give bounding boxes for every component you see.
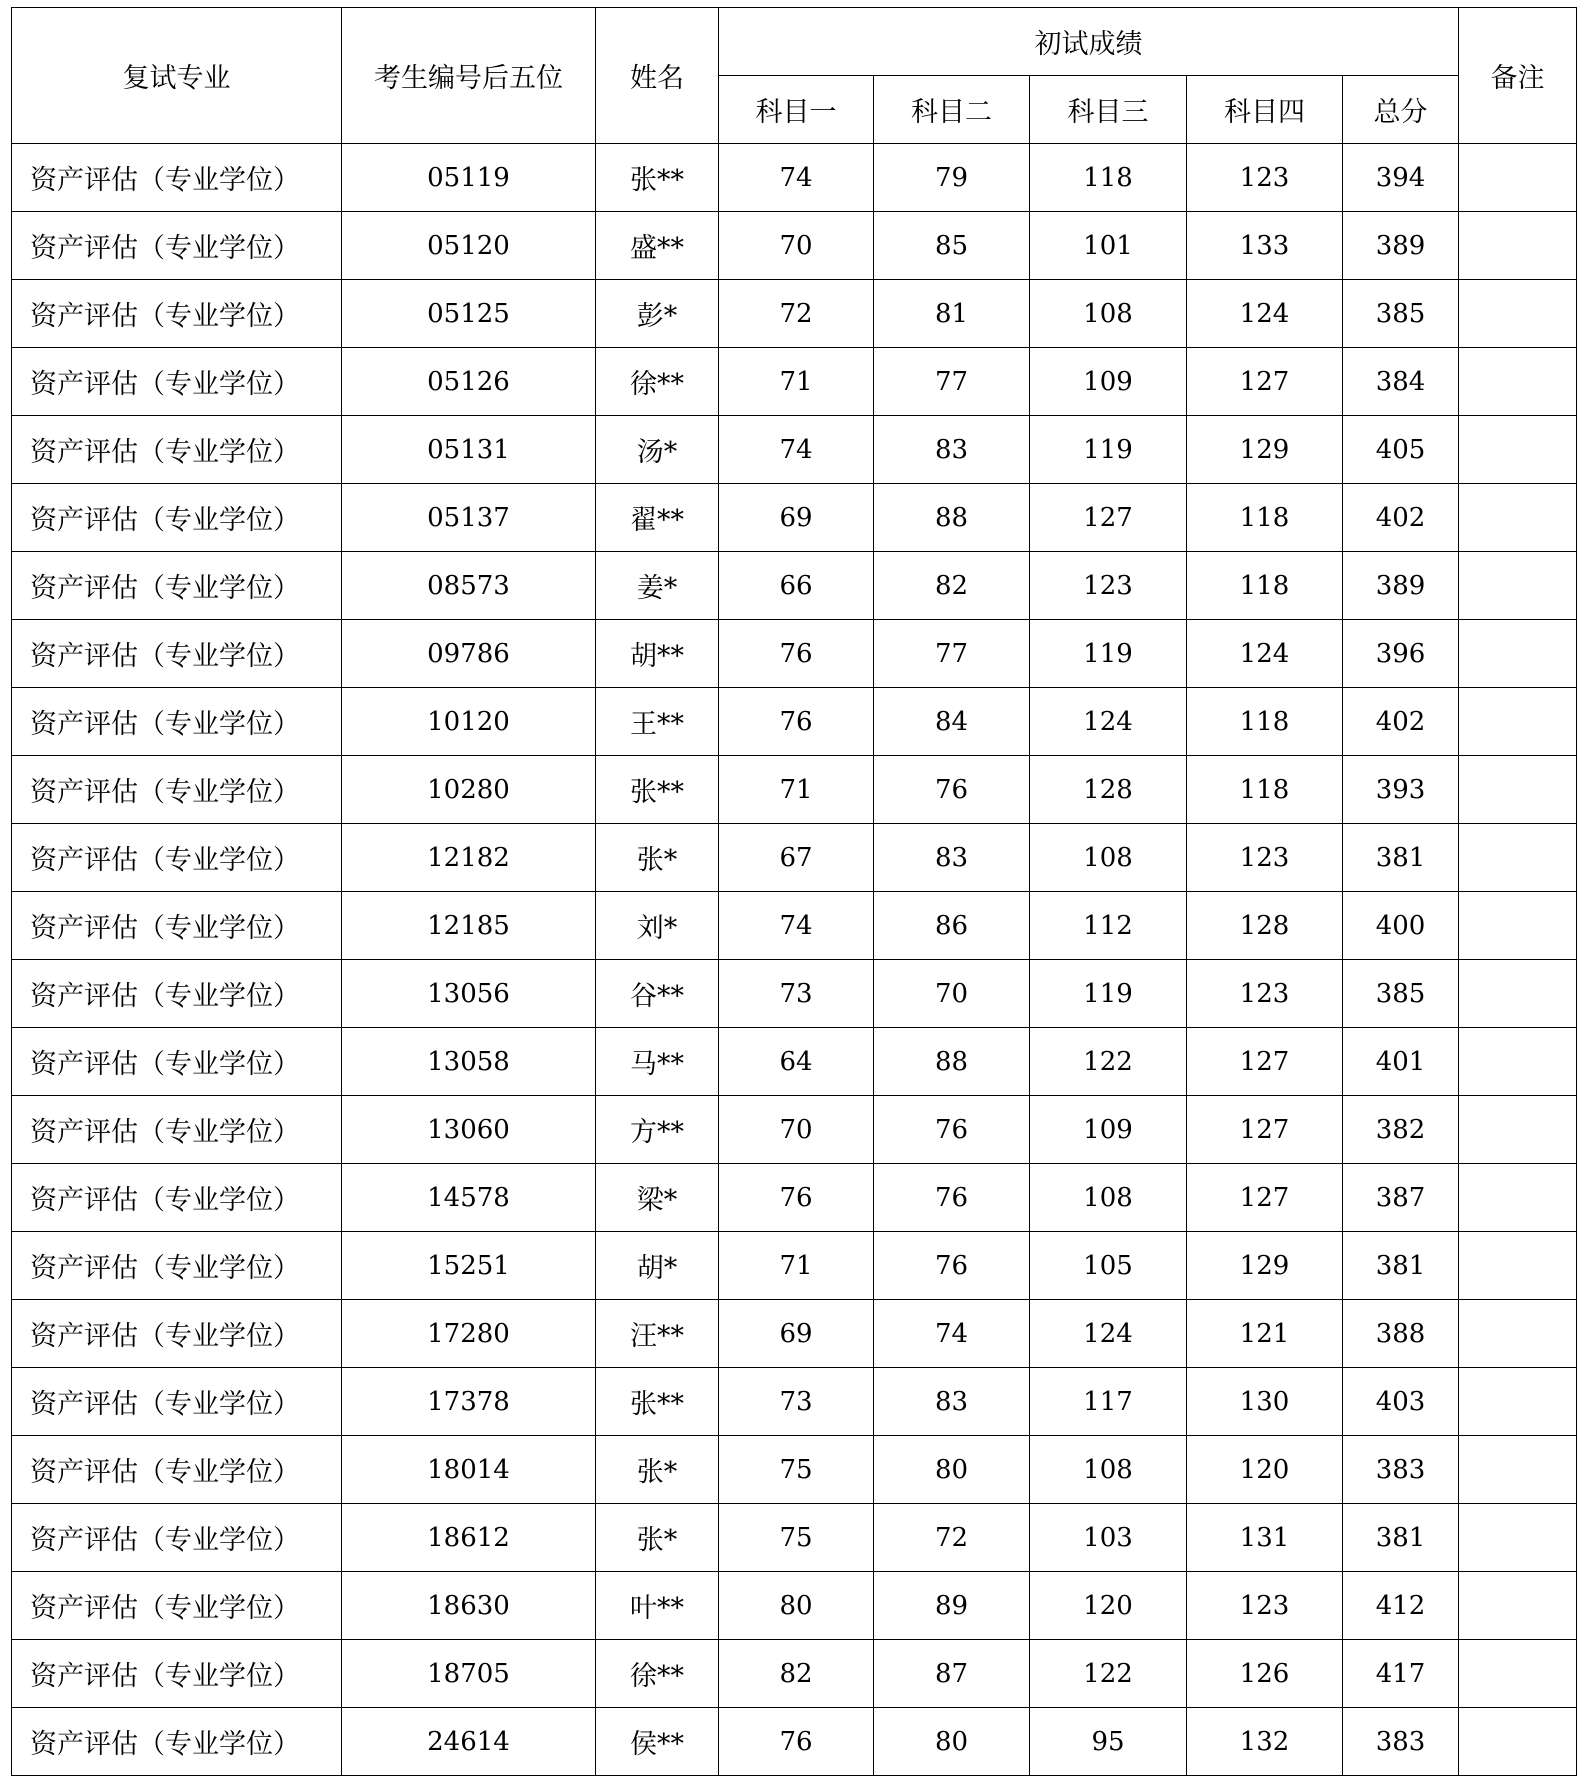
- cell-subject-3: 123: [1030, 552, 1187, 620]
- cell-subject-1: 82: [719, 1640, 874, 1708]
- cell-total: 388: [1343, 1300, 1459, 1368]
- table-row: [12, 1572, 1577, 1640]
- table-row: [12, 212, 1577, 280]
- header-name: 姓名: [596, 8, 719, 144]
- cell-subject-1: 74: [719, 144, 874, 212]
- cell-note: [1459, 1572, 1577, 1640]
- cell-name: 汪**: [596, 1300, 719, 1368]
- cell-subject-1: 75: [719, 1504, 874, 1572]
- cell-major: 资产评估（专业学位）: [12, 280, 342, 348]
- cell-subject-3: 105: [1030, 1232, 1187, 1300]
- cell-candidate-id: 13056: [342, 960, 596, 1028]
- table-body: [12, 144, 1577, 1776]
- cell-name: 翟**: [596, 484, 719, 552]
- cell-subject-3: 108: [1030, 1164, 1187, 1232]
- table-row: [12, 1232, 1577, 1300]
- cell-subject-2: 76: [874, 1096, 1030, 1164]
- table-row: [12, 1368, 1577, 1436]
- cell-major: 资产评估（专业学位）: [12, 484, 342, 552]
- cell-candidate-id: 08573: [342, 552, 596, 620]
- header-subject-4: 科目四: [1187, 76, 1343, 144]
- cell-subject-2: 83: [874, 1368, 1030, 1436]
- cell-major: 资产评估（专业学位）: [12, 1708, 342, 1776]
- cell-subject-1: 64: [719, 1028, 874, 1096]
- cell-note: [1459, 348, 1577, 416]
- cell-candidate-id: 09786: [342, 620, 596, 688]
- table-row: [12, 144, 1577, 212]
- cell-name: 胡*: [596, 1232, 719, 1300]
- cell-note: [1459, 1640, 1577, 1708]
- cell-subject-4: 120: [1187, 1436, 1343, 1504]
- cell-candidate-id: 10120: [342, 688, 596, 756]
- cell-note: [1459, 484, 1577, 552]
- cell-name: 张*: [596, 1504, 719, 1572]
- cell-subject-1: 76: [719, 1164, 874, 1232]
- cell-name: 彭*: [596, 280, 719, 348]
- cell-subject-1: 71: [719, 348, 874, 416]
- table-row: [12, 960, 1577, 1028]
- cell-candidate-id: 14578: [342, 1164, 596, 1232]
- cell-candidate-id: 17280: [342, 1300, 596, 1368]
- cell-subject-3: 124: [1030, 1300, 1187, 1368]
- cell-subject-1: 76: [719, 688, 874, 756]
- cell-major: 资产评估（专业学位）: [12, 1300, 342, 1368]
- cell-name: 张**: [596, 756, 719, 824]
- cell-subject-2: 82: [874, 552, 1030, 620]
- cell-name: 徐**: [596, 1640, 719, 1708]
- cell-major: 资产评估（专业学位）: [12, 1368, 342, 1436]
- cell-subject-3: 112: [1030, 892, 1187, 960]
- cell-total: 381: [1343, 1232, 1459, 1300]
- cell-subject-1: 67: [719, 824, 874, 892]
- cell-candidate-id: 18630: [342, 1572, 596, 1640]
- cell-note: [1459, 620, 1577, 688]
- cell-subject-3: 109: [1030, 348, 1187, 416]
- table-row: [12, 1300, 1577, 1368]
- cell-subject-4: 126: [1187, 1640, 1343, 1708]
- cell-subject-4: 127: [1187, 1096, 1343, 1164]
- cell-subject-1: 76: [719, 1708, 874, 1776]
- cell-subject-4: 127: [1187, 348, 1343, 416]
- cell-note: [1459, 1436, 1577, 1504]
- cell-total: 387: [1343, 1164, 1459, 1232]
- cell-subject-1: 70: [719, 1096, 874, 1164]
- cell-subject-1: 71: [719, 1232, 874, 1300]
- cell-subject-4: 123: [1187, 144, 1343, 212]
- cell-note: [1459, 552, 1577, 620]
- cell-major: 资产评估（专业学位）: [12, 416, 342, 484]
- cell-candidate-id: 05119: [342, 144, 596, 212]
- cell-subject-3: 128: [1030, 756, 1187, 824]
- cell-note: [1459, 144, 1577, 212]
- cell-subject-4: 130: [1187, 1368, 1343, 1436]
- cell-subject-4: 127: [1187, 1164, 1343, 1232]
- cell-subject-4: 118: [1187, 756, 1343, 824]
- cell-subject-4: 118: [1187, 552, 1343, 620]
- header-row-top: [12, 8, 1577, 76]
- cell-name: 侯**: [596, 1708, 719, 1776]
- cell-subject-4: 128: [1187, 892, 1343, 960]
- cell-subject-3: 117: [1030, 1368, 1187, 1436]
- cell-subject-3: 109: [1030, 1096, 1187, 1164]
- cell-note: [1459, 1504, 1577, 1572]
- cell-subject-2: 87: [874, 1640, 1030, 1708]
- cell-subject-1: 69: [719, 1300, 874, 1368]
- table-row: [12, 1164, 1577, 1232]
- cell-subject-2: 76: [874, 1164, 1030, 1232]
- cell-subject-3: 120: [1030, 1572, 1187, 1640]
- cell-subject-1: 72: [719, 280, 874, 348]
- cell-total: 383: [1343, 1436, 1459, 1504]
- cell-subject-1: 71: [719, 756, 874, 824]
- cell-major: 资产评估（专业学位）: [12, 756, 342, 824]
- cell-major: 资产评估（专业学位）: [12, 688, 342, 756]
- cell-major: 资产评估（专业学位）: [12, 1436, 342, 1504]
- cell-subject-2: 72: [874, 1504, 1030, 1572]
- cell-candidate-id: 05120: [342, 212, 596, 280]
- cell-candidate-id: 17378: [342, 1368, 596, 1436]
- cell-name: 张*: [596, 824, 719, 892]
- cell-subject-3: 119: [1030, 620, 1187, 688]
- cell-subject-2: 79: [874, 144, 1030, 212]
- cell-subject-2: 77: [874, 620, 1030, 688]
- cell-candidate-id: 12182: [342, 824, 596, 892]
- cell-note: [1459, 1232, 1577, 1300]
- cell-subject-1: 74: [719, 892, 874, 960]
- cell-subject-1: 70: [719, 212, 874, 280]
- table-row: [12, 824, 1577, 892]
- cell-total: 381: [1343, 1504, 1459, 1572]
- cell-name: 张**: [596, 1368, 719, 1436]
- cell-candidate-id: 24614: [342, 1708, 596, 1776]
- cell-subject-3: 108: [1030, 1436, 1187, 1504]
- cell-subject-1: 73: [719, 1368, 874, 1436]
- cell-subject-3: 124: [1030, 688, 1187, 756]
- table-header: [12, 8, 1577, 144]
- cell-subject-1: 69: [719, 484, 874, 552]
- cell-total: 403: [1343, 1368, 1459, 1436]
- cell-candidate-id: 18612: [342, 1504, 596, 1572]
- cell-major: 资产评估（专业学位）: [12, 348, 342, 416]
- cell-major: 资产评估（专业学位）: [12, 1232, 342, 1300]
- cell-subject-4: 124: [1187, 280, 1343, 348]
- cell-major: 资产评估（专业学位）: [12, 1640, 342, 1708]
- table-row: [12, 348, 1577, 416]
- cell-subject-4: 118: [1187, 484, 1343, 552]
- table-row: [12, 1708, 1577, 1776]
- cell-name: 梁*: [596, 1164, 719, 1232]
- cell-subject-1: 75: [719, 1436, 874, 1504]
- cell-total: 400: [1343, 892, 1459, 960]
- cell-major: 资产评估（专业学位）: [12, 1164, 342, 1232]
- cell-name: 方**: [596, 1096, 719, 1164]
- cell-subject-2: 83: [874, 824, 1030, 892]
- table-row: [12, 1436, 1577, 1504]
- header-subject-3: 科目三: [1030, 76, 1187, 144]
- cell-name: 胡**: [596, 620, 719, 688]
- cell-note: [1459, 1164, 1577, 1232]
- cell-candidate-id: 15251: [342, 1232, 596, 1300]
- cell-name: 盛**: [596, 212, 719, 280]
- cell-major: 资产评估（专业学位）: [12, 144, 342, 212]
- cell-major: 资产评估（专业学位）: [12, 1504, 342, 1572]
- cell-note: [1459, 280, 1577, 348]
- cell-name: 张*: [596, 1436, 719, 1504]
- cell-subject-4: 123: [1187, 1572, 1343, 1640]
- cell-subject-2: 80: [874, 1436, 1030, 1504]
- cell-major: 资产评估（专业学位）: [12, 1572, 342, 1640]
- cell-subject-3: 101: [1030, 212, 1187, 280]
- cell-name: 马**: [596, 1028, 719, 1096]
- header-candidate-id: 考生编号后五位: [342, 8, 596, 144]
- cell-note: [1459, 756, 1577, 824]
- cell-subject-4: 129: [1187, 1232, 1343, 1300]
- cell-name: 姜*: [596, 552, 719, 620]
- cell-total: 393: [1343, 756, 1459, 824]
- cell-subject-2: 88: [874, 484, 1030, 552]
- cell-total: 382: [1343, 1096, 1459, 1164]
- cell-subject-3: 127: [1030, 484, 1187, 552]
- cell-total: 381: [1343, 824, 1459, 892]
- header-major: 复试专业: [12, 8, 342, 144]
- cell-major: 资产评估（专业学位）: [12, 1028, 342, 1096]
- cell-name: 张**: [596, 144, 719, 212]
- cell-subject-4: 131: [1187, 1504, 1343, 1572]
- cell-subject-1: 66: [719, 552, 874, 620]
- cell-name: 徐**: [596, 348, 719, 416]
- cell-subject-1: 74: [719, 416, 874, 484]
- cell-subject-3: 108: [1030, 824, 1187, 892]
- cell-subject-1: 73: [719, 960, 874, 1028]
- cell-note: [1459, 960, 1577, 1028]
- cell-subject-3: 122: [1030, 1640, 1187, 1708]
- cell-major: 资产评估（专业学位）: [12, 212, 342, 280]
- cell-note: [1459, 1028, 1577, 1096]
- cell-subject-4: 123: [1187, 960, 1343, 1028]
- table-row: [12, 484, 1577, 552]
- cell-total: 402: [1343, 484, 1459, 552]
- cell-subject-2: 86: [874, 892, 1030, 960]
- cell-subject-2: 76: [874, 756, 1030, 824]
- cell-candidate-id: 18014: [342, 1436, 596, 1504]
- header-preliminary-scores: 初试成绩: [719, 8, 1459, 76]
- cell-total: 402: [1343, 688, 1459, 756]
- table-row: [12, 756, 1577, 824]
- table-row: [12, 1096, 1577, 1164]
- cell-subject-4: 123: [1187, 824, 1343, 892]
- cell-subject-3: 103: [1030, 1504, 1187, 1572]
- cell-subject-2: 74: [874, 1300, 1030, 1368]
- cell-subject-2: 76: [874, 1232, 1030, 1300]
- header-subject-2: 科目二: [874, 76, 1030, 144]
- cell-subject-3: 108: [1030, 280, 1187, 348]
- cell-subject-3: 95: [1030, 1708, 1187, 1776]
- cell-total: 394: [1343, 144, 1459, 212]
- cell-note: [1459, 1708, 1577, 1776]
- cell-subject-2: 77: [874, 348, 1030, 416]
- table-row: [12, 416, 1577, 484]
- header-total: 总分: [1343, 76, 1459, 144]
- cell-name: 王**: [596, 688, 719, 756]
- cell-total: 383: [1343, 1708, 1459, 1776]
- cell-total: 396: [1343, 620, 1459, 688]
- cell-total: 412: [1343, 1572, 1459, 1640]
- cell-subject-3: 122: [1030, 1028, 1187, 1096]
- cell-total: 389: [1343, 212, 1459, 280]
- cell-major: 资产评估（专业学位）: [12, 892, 342, 960]
- cell-subject-2: 85: [874, 212, 1030, 280]
- table-row: [12, 892, 1577, 960]
- cell-subject-3: 119: [1030, 960, 1187, 1028]
- cell-subject-4: 132: [1187, 1708, 1343, 1776]
- cell-note: [1459, 1096, 1577, 1164]
- cell-subject-2: 81: [874, 280, 1030, 348]
- cell-subject-2: 89: [874, 1572, 1030, 1640]
- cell-subject-2: 80: [874, 1708, 1030, 1776]
- cell-subject-4: 118: [1187, 688, 1343, 756]
- cell-note: [1459, 1300, 1577, 1368]
- cell-name: 刘*: [596, 892, 719, 960]
- cell-subject-3: 119: [1030, 416, 1187, 484]
- cell-total: 405: [1343, 416, 1459, 484]
- cell-subject-4: 127: [1187, 1028, 1343, 1096]
- cell-total: 389: [1343, 552, 1459, 620]
- cell-name: 叶**: [596, 1572, 719, 1640]
- cell-subject-2: 84: [874, 688, 1030, 756]
- cell-major: 资产评估（专业学位）: [12, 960, 342, 1028]
- table-row: [12, 1504, 1577, 1572]
- cell-total: 385: [1343, 960, 1459, 1028]
- cell-total: 384: [1343, 348, 1459, 416]
- table-row: [12, 552, 1577, 620]
- cell-name: 谷**: [596, 960, 719, 1028]
- cell-total: 385: [1343, 280, 1459, 348]
- cell-note: [1459, 824, 1577, 892]
- cell-candidate-id: 05131: [342, 416, 596, 484]
- cell-note: [1459, 416, 1577, 484]
- cell-subject-2: 88: [874, 1028, 1030, 1096]
- cell-major: 资产评估（专业学位）: [12, 552, 342, 620]
- cell-candidate-id: 10280: [342, 756, 596, 824]
- cell-total: 401: [1343, 1028, 1459, 1096]
- cell-candidate-id: 05137: [342, 484, 596, 552]
- cell-note: [1459, 892, 1577, 960]
- cell-subject-2: 83: [874, 416, 1030, 484]
- table-row: [12, 688, 1577, 756]
- cell-subject-1: 76: [719, 620, 874, 688]
- cell-subject-4: 124: [1187, 620, 1343, 688]
- cell-candidate-id: 13058: [342, 1028, 596, 1096]
- cell-candidate-id: 12185: [342, 892, 596, 960]
- cell-note: [1459, 212, 1577, 280]
- cell-candidate-id: 05126: [342, 348, 596, 416]
- cell-subject-4: 121: [1187, 1300, 1343, 1368]
- cell-subject-3: 118: [1030, 144, 1187, 212]
- header-note: 备注: [1459, 8, 1577, 144]
- cell-subject-4: 133: [1187, 212, 1343, 280]
- cell-total: 417: [1343, 1640, 1459, 1708]
- table-row: [12, 280, 1577, 348]
- cell-major: 资产评估（专业学位）: [12, 620, 342, 688]
- table-row: [12, 1028, 1577, 1096]
- cell-subject-4: 129: [1187, 416, 1343, 484]
- cell-subject-2: 70: [874, 960, 1030, 1028]
- header-subject-1: 科目一: [719, 76, 874, 144]
- table-row: [12, 620, 1577, 688]
- cell-major: 资产评估（专业学位）: [12, 1096, 342, 1164]
- cell-candidate-id: 05125: [342, 280, 596, 348]
- score-table: [11, 7, 1577, 1776]
- cell-subject-1: 80: [719, 1572, 874, 1640]
- cell-note: [1459, 1368, 1577, 1436]
- table-row: [12, 1640, 1577, 1708]
- cell-name: 汤*: [596, 416, 719, 484]
- cell-major: 资产评估（专业学位）: [12, 824, 342, 892]
- cell-note: [1459, 688, 1577, 756]
- cell-candidate-id: 18705: [342, 1640, 596, 1708]
- cell-candidate-id: 13060: [342, 1096, 596, 1164]
